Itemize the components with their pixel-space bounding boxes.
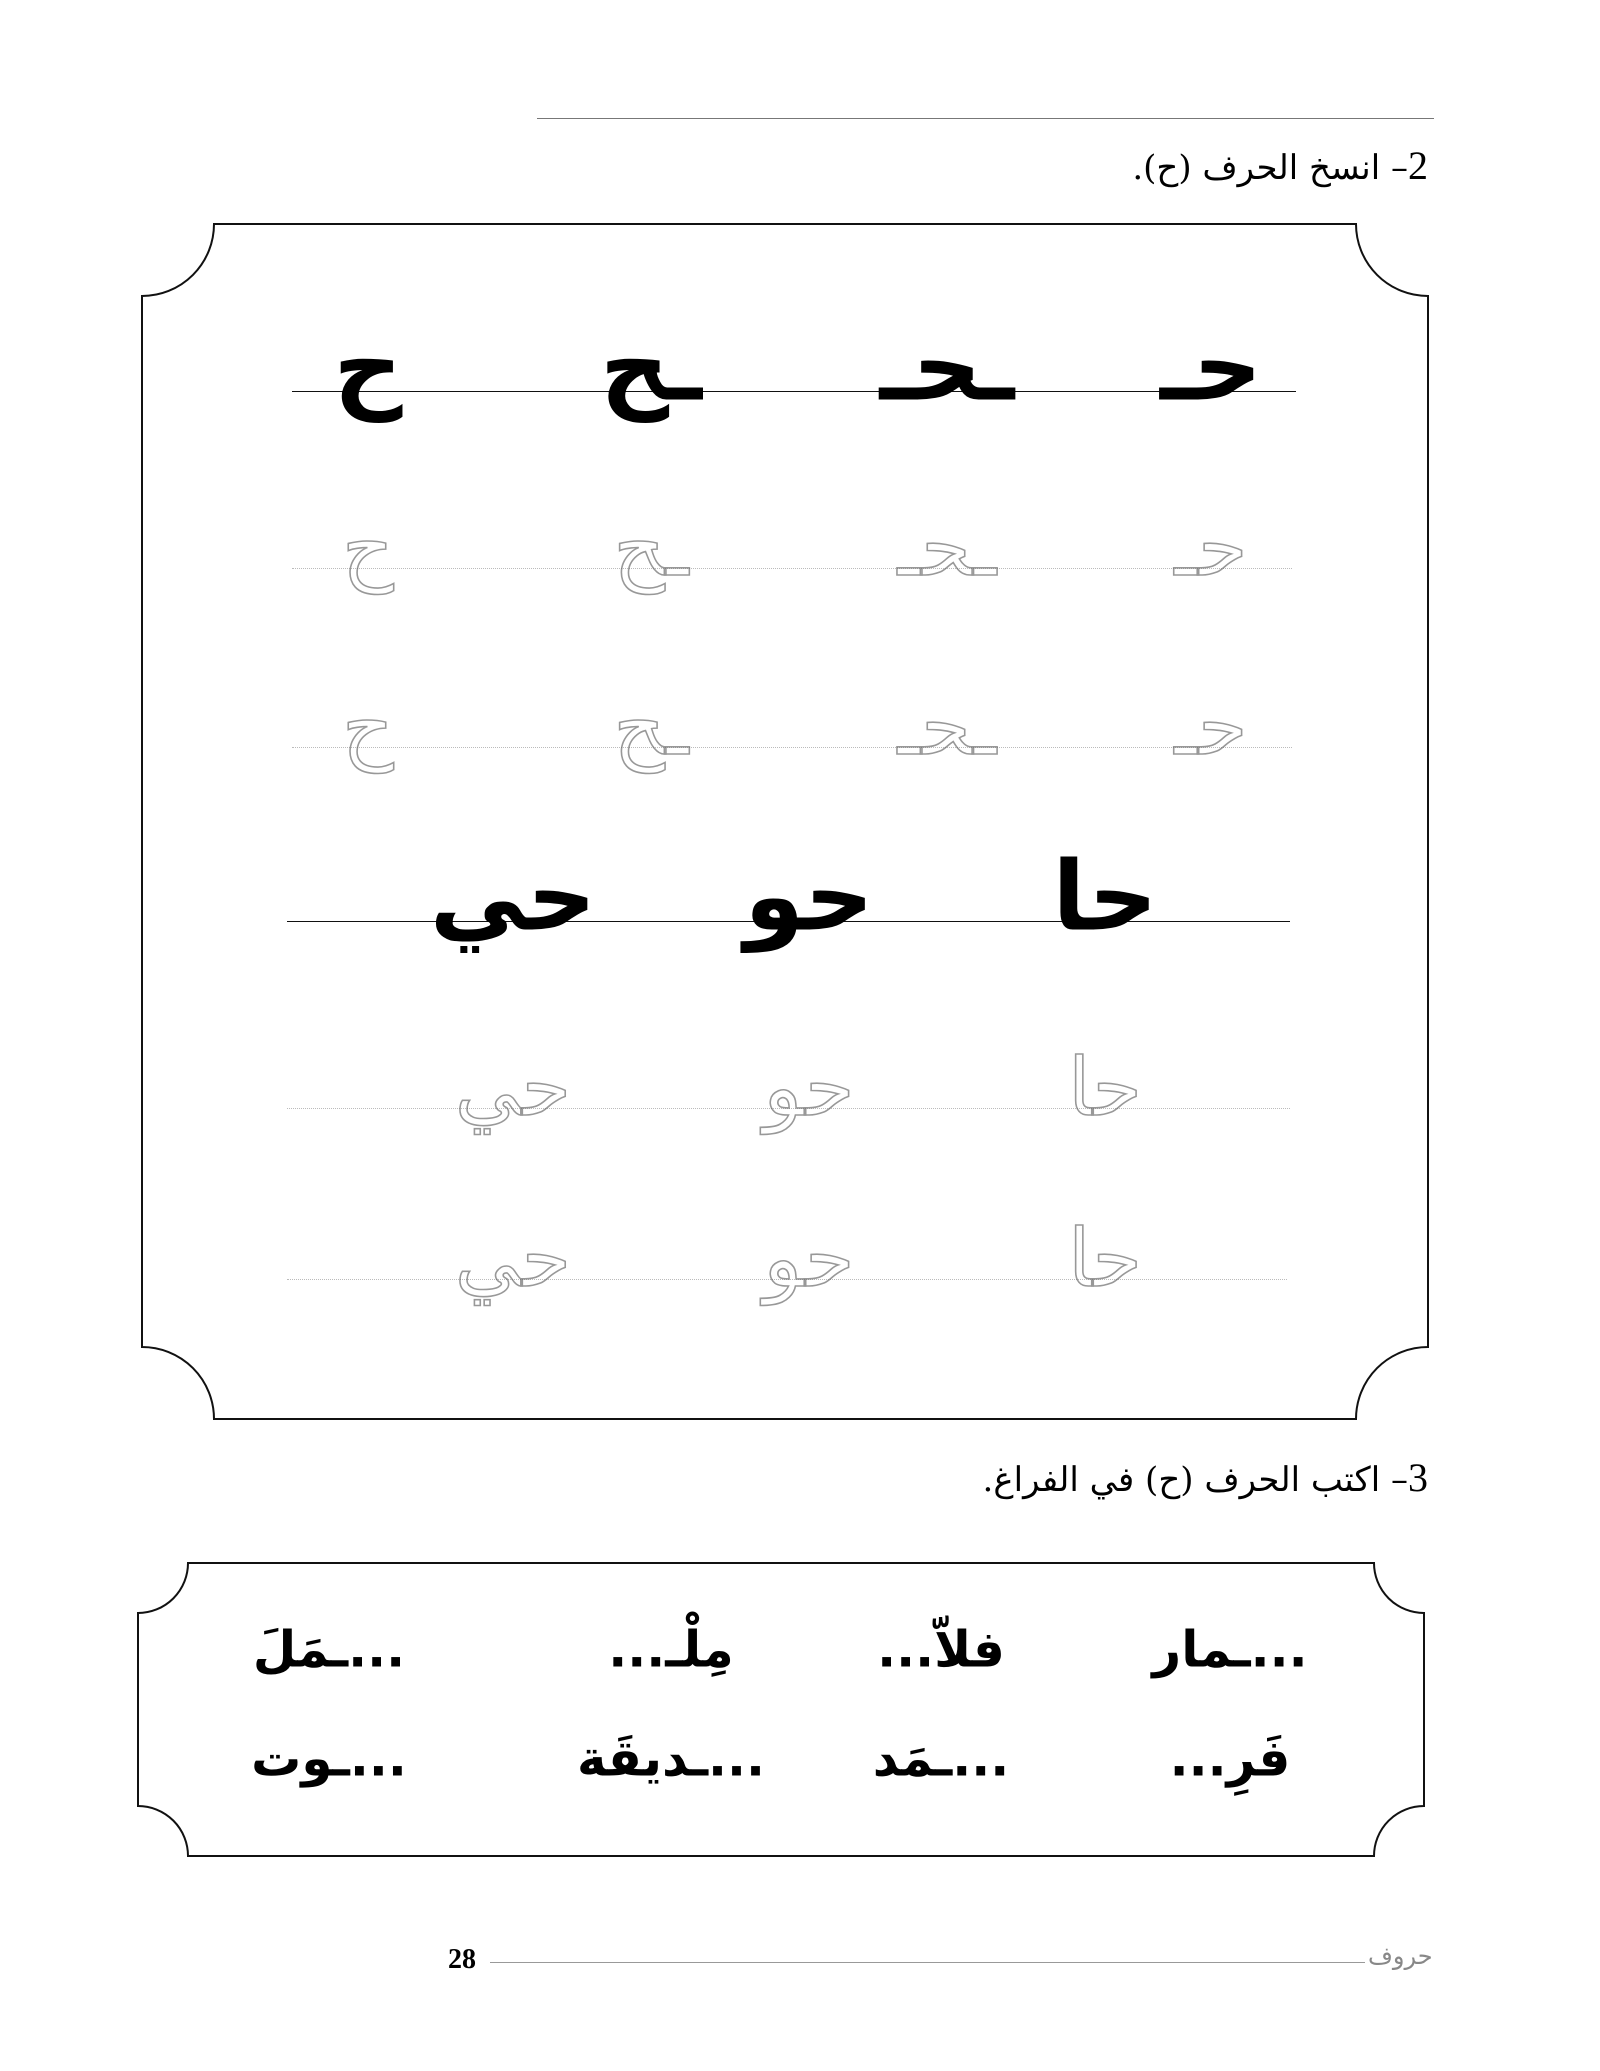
trace-syllable: حا (1068, 1212, 1142, 1306)
trace-letter: ح (342, 501, 394, 595)
fill-word: ...ـديقَة (576, 1729, 766, 1788)
syllable-hu: حو (744, 840, 874, 953)
syllable-hi: حي (429, 840, 597, 953)
exercise-text: – اكتب الحرف (ح) في الفراغ. (982, 1460, 1408, 1500)
trace-syllable: حو (763, 1041, 855, 1135)
letter-form-final: ـح (600, 310, 702, 423)
trace-letter: ـحـ (897, 680, 997, 774)
page-number: 28 (448, 1944, 476, 1975)
letter-form-initial: حـ (1160, 310, 1262, 423)
trace-letter: حـ (1174, 680, 1248, 774)
tracing-guide (292, 568, 1292, 569)
exercise-number: 3 (1408, 1455, 1428, 1500)
trace-syllable: حي (454, 1041, 572, 1135)
fill-word: ...ـمار (1152, 1620, 1308, 1679)
exercise-number: 2 (1408, 143, 1428, 188)
footer-rule (490, 1962, 1365, 1963)
trace-letter: ـحـ (897, 501, 997, 595)
trace-syllable: حو (763, 1212, 855, 1306)
trace-syllable: حي (454, 1212, 572, 1306)
exercise-text: – انسخ الحرف (ح). (1132, 148, 1408, 188)
fill-word: فَرِ... (1169, 1729, 1291, 1788)
fill-word: ...ـمَلَ (252, 1620, 406, 1679)
fill-in-frame (138, 1563, 1424, 1856)
letter-form-medial: ـحـ (879, 310, 1015, 423)
trace-letter: ـح (613, 680, 689, 774)
fill-word: مِلْـ... (608, 1620, 734, 1679)
trace-letter: ح (342, 680, 394, 774)
exercise-3-instruction (983, 1454, 1428, 1501)
trace-syllable: حا (1068, 1041, 1142, 1135)
fill-word: فلاّ... (877, 1620, 1005, 1679)
book-title: حروف (1368, 1942, 1433, 1970)
trace-letter: حـ (1174, 501, 1248, 595)
tracing-guide (292, 747, 1292, 748)
fill-word: ...ـمَد (872, 1729, 1010, 1788)
letter-form-isolated: ح (333, 310, 403, 423)
fill-word: ...ـوت (251, 1729, 407, 1788)
baseline-guide (292, 391, 1296, 392)
syllable-ha: حا (1052, 840, 1158, 953)
trace-letter: ـح (613, 501, 689, 595)
